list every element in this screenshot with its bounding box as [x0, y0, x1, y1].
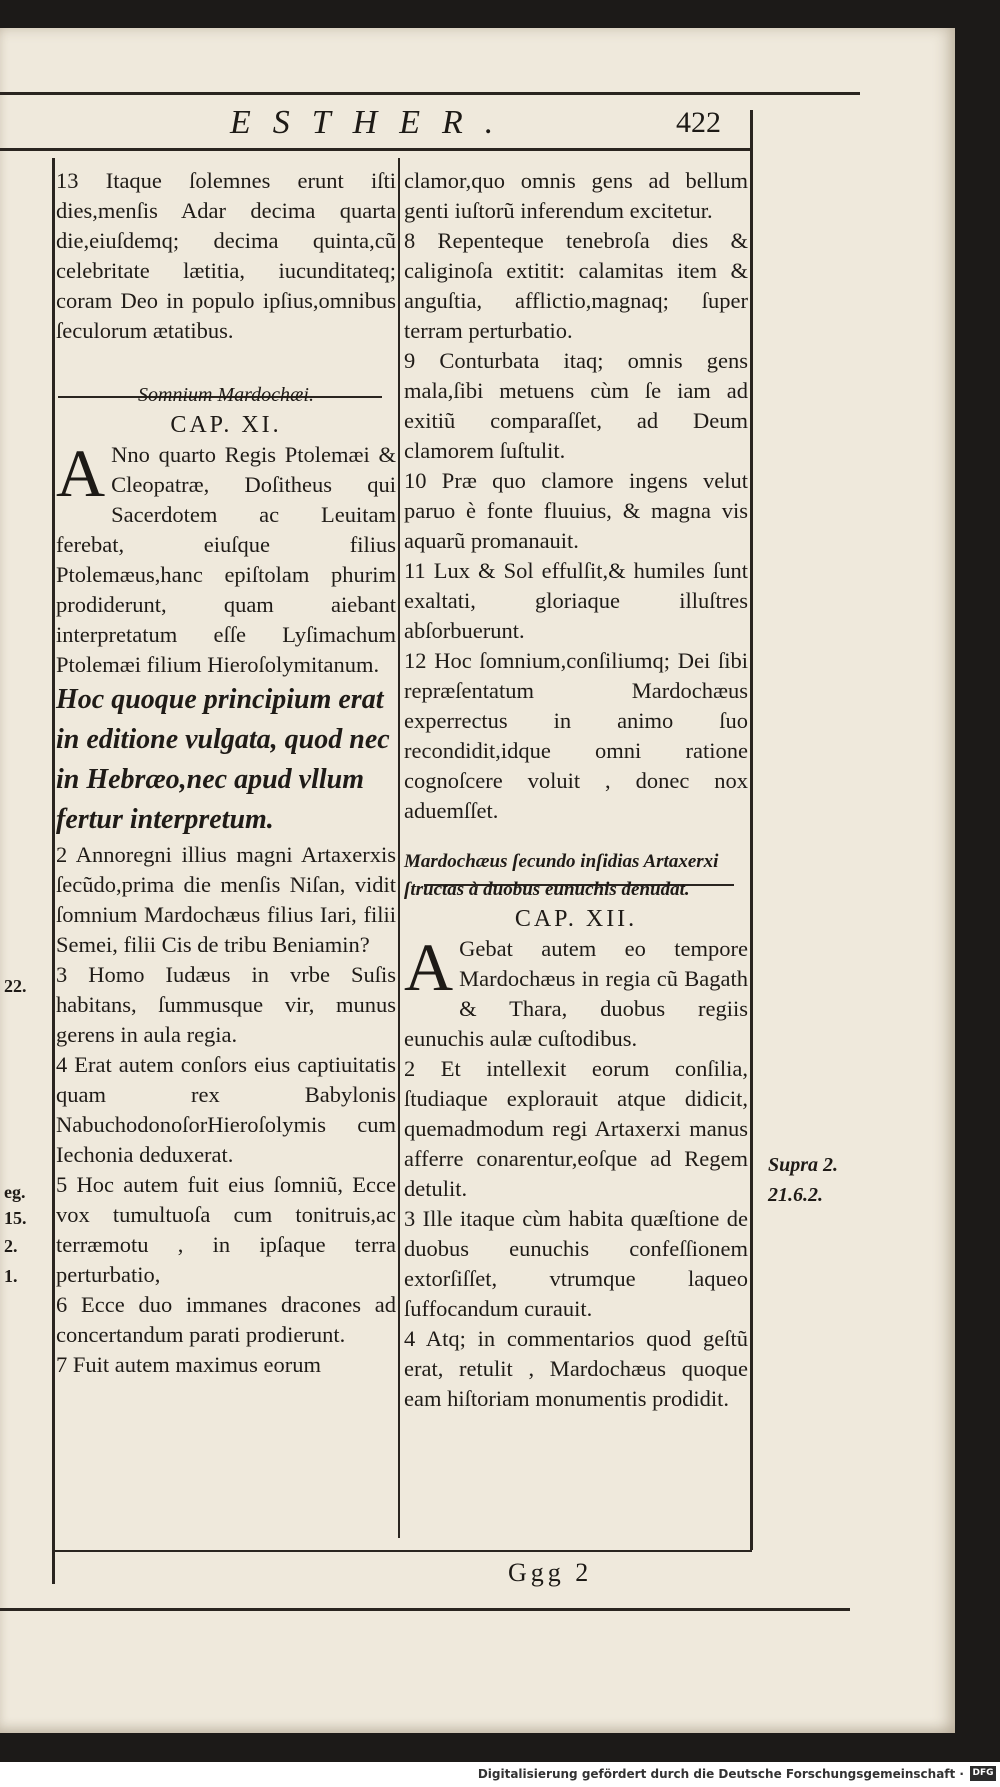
- page-bottom-rule: [0, 1608, 850, 1611]
- column-divider: [398, 158, 400, 1538]
- running-title: ESTHER.: [230, 104, 516, 141]
- right-frame: [750, 110, 753, 1550]
- opening-text: Gebat autem eo tempore Mardochæus in regia cũ Bagath & Thara, duobus regiis eunuchis aulæ cuſtodibus.: [404, 936, 748, 1051]
- chapter-xii-opening: [404, 929, 748, 1054]
- verse-13: 13 Itaque ſolemnes erunt iſti dies,menſis Adar decima quarta die,eiuſdemq; decima quinta,cũ celebritate lætitia, iucunditateq; coram Deo in populo ipſius,omnibus ſeculorum ætatibus.: [56, 168, 396, 343]
- verse-11: 11 Lux & Sol effulſit,& humiles ſunt exaltati, gloriaque illuſtres abſorbuerunt.: [404, 558, 748, 643]
- verse-3: 3 Ille itaque cùm habita quæſtione de duobus eunuchis confeſſionem extorſiſſet, vtrumque laqueo ſuffocandum curauit.: [404, 1206, 748, 1321]
- header-rule: [0, 148, 750, 151]
- verse-6: 6 Ecce duo immanes dracones ad concertandum parati prodierunt.: [56, 1292, 396, 1347]
- margin-note-line-1: Supra 2.: [768, 1154, 839, 1176]
- verse-7-continued: clamor,quo omnis gens ad bellum genti iuſtorũ inferendum excitetur.: [404, 168, 748, 223]
- edge-mark: 2.: [4, 1236, 18, 1256]
- verse-2: 2 Annoregni illius magni Artaxerxis ſecũdo,prima die menſis Niſan, vidit ſomnium Mardochæus filius Iari, filii Semei, filii Cis de tribu Beniamin?: [56, 842, 396, 957]
- page-number: 422: [676, 106, 721, 139]
- chapter-number-xi: CAP. XI.: [170, 412, 282, 438]
- signature-mark: Ggg 2: [508, 1558, 593, 1587]
- margin-cross-reference: [768, 1150, 838, 1210]
- dfg-logo: DFG: [970, 1766, 996, 1781]
- verse-8: 8 Repenteque tenebroſa dies & caliginoſa extitit: calamitas item & anguſtia, afflictio,magnaq; ſuper terram perturbatio.: [404, 228, 748, 343]
- drop-cap: A: [56, 435, 106, 511]
- verse-7: 7 Fuit autem maximus eorum: [56, 1352, 321, 1377]
- verse-9: 9 Conturbata itaq; omnis gens mala,ſibi metuens cùm ſe iam ad exitiũ comparaſſet, ad Deum clamorem ſuſtulit.: [404, 348, 748, 463]
- opening-text: Nno quarto Regis Ptolemæi & Cleopatræ, Doſitheus qui Sacerdotem ac Leuitam ferebat, eiuſque filius Ptolemæus,hanc epiſtolam phurim prodiderunt, quam aiebant interpretatum eſſe Lyſimachum Ptolemæi filium Hieroſolymitanum.: [56, 442, 396, 677]
- italic-note: Hoc quoque principium erat in editione vulgata, quod nec in Hebræo,nec apud vllum fertur interpretum.: [56, 684, 390, 835]
- edge-mark: eg.: [4, 1182, 26, 1202]
- edge-mark: 1.: [4, 1266, 18, 1286]
- left-column: [56, 166, 396, 1380]
- chapter-title-xi: Somnium Mardochæi.: [138, 384, 314, 406]
- right-column: [404, 166, 748, 1414]
- verse-12: 12 Hoc ſomnium,conſiliumq; Dei ſibi repræſentatum Mardochæus experrectus in animo ſuo recondidit,idque omni ratione cognoſcere voluit , donec nox aduemſſet.: [404, 648, 748, 823]
- verse-4: 4 Erat autem conſors eius captiuitatis quam rex Babylonis NabuchodonoſorHieroſolymis cum Iechonia deduxerat.: [56, 1052, 396, 1167]
- verse-10: 10 Præ quo clamore ingens velut paruo è fonte fluuius, & magna vis aquarũ promanauit.: [404, 468, 748, 553]
- edge-mark: 15.: [4, 1208, 27, 1228]
- chapter-number-xii: CAP. XII.: [514, 906, 638, 932]
- verse-4: 4 Atq; in commentarios quod geſtũ erat, retulit , Mardochæus quoque eam hiſtoriam monumentis prodidit.: [404, 1326, 748, 1411]
- verse-3: 3 Homo Iudæus in vrbe Suſis habitans, ſummusque vir, munus gerens in aula regia.: [56, 962, 396, 1047]
- chapter-title-xii: Mardochæus ſecundo inſidias Artaxerxi ſtructas à duobus eunuchis denudat.: [404, 851, 719, 900]
- drop-cap: A: [404, 929, 454, 1005]
- left-frame: [52, 158, 55, 1584]
- bottom-rule: [52, 1550, 752, 1552]
- edge-mark: 22.: [4, 976, 27, 996]
- chapter-xi-opening: [56, 435, 396, 680]
- margin-note-line-2: 21.6.2.: [768, 1184, 823, 1206]
- top-rule: [0, 92, 860, 95]
- verse-2: 2 Et intellexit eorum conſilia, ſtudiaque explorauit atque didicit, quemadmodum regi Artaxerxi manus afferre conarentur,eoſque ad Regem detulit.: [404, 1056, 748, 1201]
- verse-5: 5 Hoc autem fuit eius ſomniũ, Ecce vox tumultuoſa cum tonitruis,ac terræmotu , in ipſaque terra perturbatio,: [56, 1172, 396, 1287]
- digitization-credit: Digitalisierung gefördert durch die Deutsche Forschungsgemeinschaft ·: [477, 1767, 964, 1781]
